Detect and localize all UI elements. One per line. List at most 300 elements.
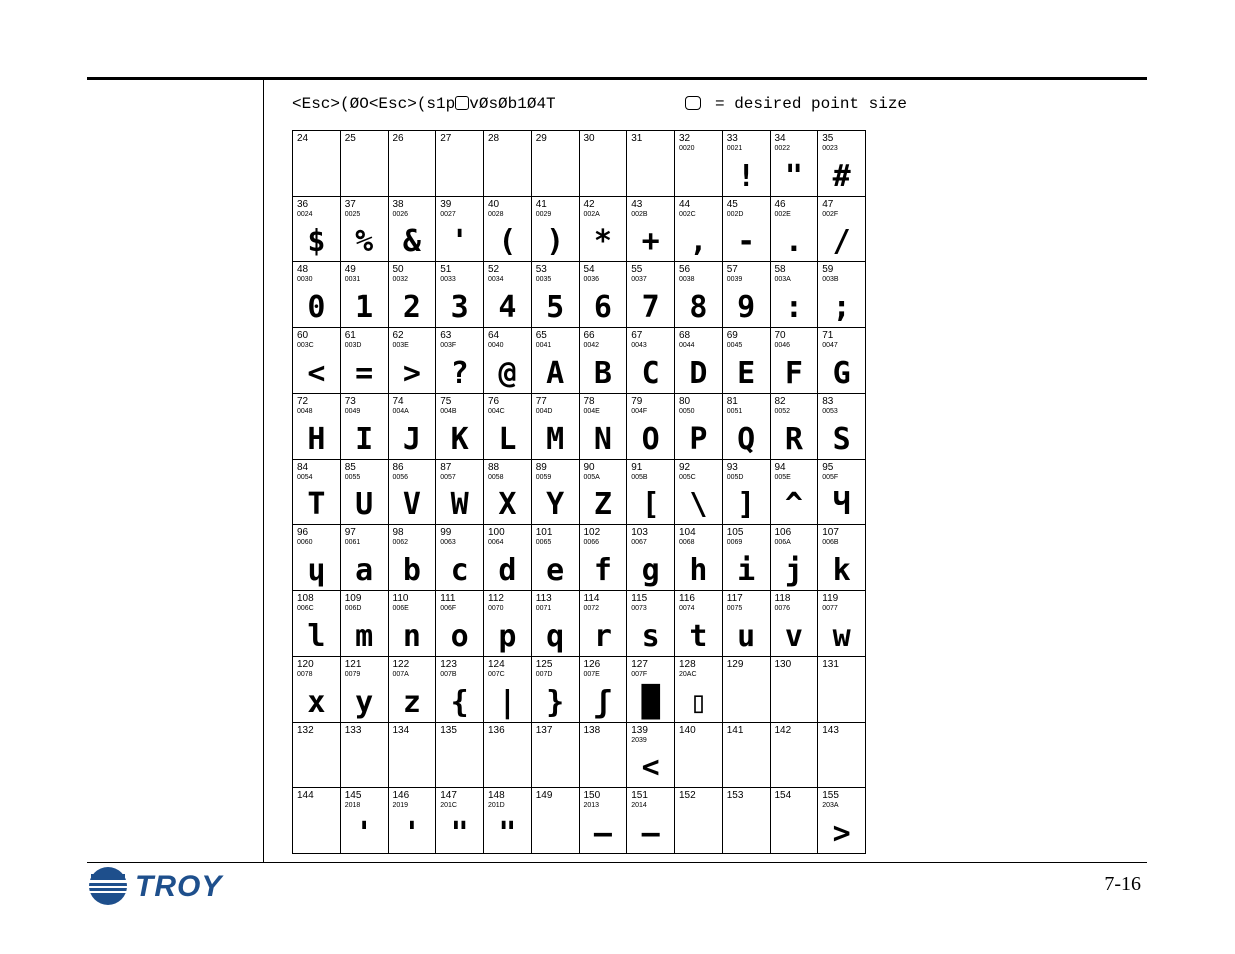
char-code-hex: 0061 bbox=[344, 539, 361, 547]
escape-sequence-suffix: vØsØb1Ø4T bbox=[469, 95, 556, 113]
char-cell bbox=[484, 525, 532, 591]
char-glyph: ' bbox=[355, 815, 374, 851]
char-code-decimal: 69 bbox=[726, 330, 738, 342]
char-cell bbox=[293, 328, 341, 394]
char-code-hex: 0036 bbox=[583, 276, 600, 284]
char-code-decimal: 27 bbox=[440, 133, 452, 144]
char-code-hex: 0067 bbox=[631, 539, 647, 547]
char-code-hex: 0072 bbox=[583, 605, 600, 613]
char-glyph: R bbox=[784, 421, 803, 457]
char-code-hex: 002B bbox=[631, 210, 648, 218]
char-code-hex: 0030 bbox=[297, 276, 313, 284]
char-code-hex: 0071 bbox=[535, 605, 552, 613]
char-cell bbox=[627, 394, 675, 460]
char-glyph: " bbox=[450, 815, 469, 851]
char-code-decimal: 133 bbox=[344, 724, 362, 736]
char-glyph: < bbox=[641, 750, 660, 786]
char-glyph: % bbox=[355, 224, 374, 260]
char-code-decimal: 73 bbox=[344, 395, 356, 407]
char-cell bbox=[293, 723, 341, 789]
char-code-decimal: 153 bbox=[726, 790, 744, 802]
char-cell bbox=[723, 394, 771, 460]
char-glyph: x bbox=[307, 684, 326, 720]
char-glyph: S bbox=[832, 421, 851, 457]
char-code-decimal: 47 bbox=[822, 198, 834, 210]
char-glyph: H bbox=[307, 421, 326, 457]
char-cell bbox=[723, 197, 771, 263]
char-cell bbox=[532, 262, 580, 328]
char-code-decimal: 130 bbox=[774, 658, 792, 670]
char-code-decimal: 85 bbox=[344, 461, 356, 473]
char-code-decimal: 135 bbox=[440, 724, 457, 736]
char-code-decimal: 120 bbox=[297, 658, 314, 670]
char-code-decimal: 44 bbox=[679, 198, 691, 210]
char-glyph: I bbox=[355, 421, 374, 457]
char-code-decimal: 99 bbox=[440, 527, 452, 539]
char-cell bbox=[532, 723, 580, 789]
char-glyph: T bbox=[307, 487, 326, 523]
char-glyph: N bbox=[593, 421, 612, 457]
char-cell bbox=[436, 197, 484, 263]
char-code-hex: 005E bbox=[774, 473, 791, 481]
char-glyph: 4 bbox=[498, 290, 517, 326]
char-code-hex: 0051 bbox=[726, 407, 743, 415]
char-code-decimal: 76 bbox=[488, 395, 500, 407]
char-cell bbox=[389, 131, 437, 197]
char-code-hex: 004F bbox=[631, 407, 648, 415]
char-code-hex: 005F bbox=[822, 473, 839, 481]
char-code-hex: 0064 bbox=[488, 539, 504, 547]
char-code-decimal: 107 bbox=[822, 527, 839, 539]
char-code-decimal: 94 bbox=[774, 461, 786, 473]
char-code-hex: 0049 bbox=[344, 407, 361, 415]
char-glyph: ɥ bbox=[307, 553, 326, 589]
char-code-hex: 0031 bbox=[344, 276, 361, 284]
char-code-decimal: 101 bbox=[535, 527, 553, 539]
char-code-decimal: 119 bbox=[822, 593, 839, 605]
char-cell bbox=[389, 262, 437, 328]
char-code-decimal: 51 bbox=[440, 264, 452, 276]
char-cell bbox=[436, 723, 484, 789]
char-code-decimal: 105 bbox=[726, 527, 744, 539]
char-cell bbox=[484, 591, 532, 657]
char-cell bbox=[627, 788, 675, 854]
char-code-hex: 0047 bbox=[822, 342, 838, 350]
char-code-decimal: 63 bbox=[440, 330, 452, 342]
char-glyph: . bbox=[784, 224, 803, 260]
char-code-decimal: 62 bbox=[392, 330, 404, 342]
char-code-decimal: 127 bbox=[631, 658, 648, 670]
char-cell bbox=[580, 328, 628, 394]
char-cell bbox=[484, 657, 532, 723]
char-code-hex: 003B bbox=[822, 276, 839, 284]
char-code-decimal: 144 bbox=[297, 790, 314, 802]
char-code-hex: 0020 bbox=[679, 145, 695, 152]
char-code-decimal: 147 bbox=[440, 790, 457, 802]
char-cell bbox=[771, 131, 819, 197]
char-cell bbox=[818, 525, 866, 591]
char-code-decimal: 124 bbox=[488, 658, 505, 670]
char-glyph: 9 bbox=[737, 290, 756, 326]
char-glyph: k bbox=[832, 553, 851, 589]
char-glyph: v bbox=[784, 618, 803, 654]
char-glyph: d bbox=[498, 553, 517, 589]
char-code-decimal: 83 bbox=[822, 395, 834, 407]
char-code-decimal: 125 bbox=[535, 658, 553, 670]
char-glyph: - bbox=[737, 224, 756, 260]
char-glyph: K bbox=[450, 421, 469, 457]
char-code-hex: 203A bbox=[822, 802, 839, 810]
escape-sequence bbox=[292, 95, 556, 113]
char-code-decimal: 37 bbox=[344, 198, 356, 210]
char-glyph: U bbox=[355, 487, 374, 523]
char-glyph: ▯ bbox=[689, 684, 708, 720]
char-glyph: # bbox=[832, 158, 851, 194]
char-code-hex: 0060 bbox=[297, 539, 313, 547]
char-cell bbox=[771, 394, 819, 460]
char-cell bbox=[818, 460, 866, 526]
char-code-decimal: 126 bbox=[583, 658, 601, 670]
char-code-hex: 003C bbox=[297, 342, 314, 350]
character-map-table bbox=[292, 130, 866, 854]
char-cell bbox=[771, 197, 819, 263]
char-glyph: { bbox=[450, 684, 469, 720]
char-code-decimal: 78 bbox=[583, 395, 595, 407]
char-code-hex: 004A bbox=[392, 407, 409, 415]
char-code-hex: 003A bbox=[774, 276, 791, 284]
char-code-hex: 0062 bbox=[392, 539, 409, 547]
char-code-hex: 0059 bbox=[535, 473, 552, 481]
char-code-decimal: 55 bbox=[631, 264, 643, 276]
char-glyph: > bbox=[402, 355, 421, 391]
char-code-decimal: 34 bbox=[774, 133, 786, 144]
char-glyph: 5 bbox=[546, 290, 565, 326]
char-cell bbox=[818, 197, 866, 263]
char-code-decimal: 42 bbox=[583, 198, 595, 210]
char-code-hex: 0073 bbox=[631, 605, 647, 613]
char-code-hex: 0045 bbox=[726, 342, 743, 350]
char-code-hex: 0046 bbox=[774, 342, 791, 350]
char-glyph: 6 bbox=[593, 290, 612, 326]
char-cell bbox=[293, 591, 341, 657]
char-glyph: g bbox=[641, 553, 660, 589]
char-code-decimal: 71 bbox=[822, 330, 834, 342]
char-code-decimal: 110 bbox=[392, 593, 409, 605]
char-code-decimal: 132 bbox=[297, 724, 314, 736]
char-code-hex: 0021 bbox=[726, 145, 743, 152]
char-cell bbox=[436, 657, 484, 723]
char-code-decimal: 68 bbox=[679, 330, 691, 342]
char-glyph: w bbox=[832, 618, 851, 654]
char-code-decimal: 142 bbox=[774, 724, 792, 736]
char-cell bbox=[771, 525, 819, 591]
char-code-decimal: 80 bbox=[679, 395, 691, 407]
char-code-decimal: 97 bbox=[344, 527, 356, 539]
char-glyph: Ч bbox=[832, 487, 851, 523]
char-code-decimal: 115 bbox=[631, 593, 648, 605]
char-code-decimal: 75 bbox=[440, 395, 452, 407]
char-cell bbox=[627, 591, 675, 657]
char-cell bbox=[818, 657, 866, 723]
char-code-decimal: 112 bbox=[488, 593, 504, 605]
char-code-decimal: 116 bbox=[679, 593, 695, 605]
char-code-decimal: 102 bbox=[583, 527, 601, 539]
char-glyph: ' bbox=[402, 815, 421, 851]
char-glyph: ^ bbox=[784, 487, 803, 523]
char-cell bbox=[723, 328, 771, 394]
char-code-hex: 2014 bbox=[631, 802, 647, 810]
char-code-decimal: 65 bbox=[535, 330, 547, 342]
char-code-decimal: 48 bbox=[297, 264, 309, 276]
char-code-hex: 005A bbox=[583, 473, 600, 481]
char-glyph: < bbox=[307, 355, 326, 391]
char-code-hex: 006C bbox=[297, 605, 314, 613]
char-glyph: = bbox=[355, 355, 374, 391]
char-code-hex: 0034 bbox=[488, 276, 504, 284]
char-code-hex: 0074 bbox=[679, 605, 695, 613]
char-code-decimal: 117 bbox=[726, 593, 743, 605]
char-glyph: Z bbox=[593, 487, 612, 523]
char-cell bbox=[723, 788, 771, 854]
char-code-decimal: 46 bbox=[774, 198, 786, 210]
char-glyph: " bbox=[498, 815, 517, 851]
legend-text: = desired point size bbox=[715, 95, 908, 113]
char-code-decimal: 39 bbox=[440, 198, 452, 210]
char-cell bbox=[341, 131, 389, 197]
char-glyph: @ bbox=[498, 355, 517, 391]
char-glyph: B bbox=[593, 355, 612, 391]
char-code-hex: 0070 bbox=[488, 605, 504, 613]
char-code-hex: 0066 bbox=[583, 539, 600, 547]
char-glyph: O bbox=[641, 421, 660, 457]
char-cell bbox=[675, 262, 723, 328]
char-code-decimal: 54 bbox=[583, 264, 595, 276]
char-glyph: Y bbox=[546, 487, 565, 523]
char-code-decimal: 60 bbox=[297, 330, 309, 342]
char-cell bbox=[389, 328, 437, 394]
char-glyph: M bbox=[546, 421, 565, 457]
char-code-decimal: 123 bbox=[440, 658, 457, 670]
char-code-hex: 0022 bbox=[774, 145, 791, 152]
char-glyph: [ bbox=[641, 487, 660, 523]
char-cell bbox=[675, 525, 723, 591]
char-code-decimal: 108 bbox=[297, 593, 314, 605]
char-code-hex: 007A bbox=[392, 670, 409, 678]
char-code-hex: 0057 bbox=[440, 473, 456, 481]
char-cell bbox=[293, 394, 341, 460]
char-cell bbox=[771, 591, 819, 657]
char-code-decimal: 96 bbox=[297, 527, 309, 539]
char-code-decimal: 40 bbox=[488, 198, 500, 210]
char-code-hex: 0052 bbox=[774, 407, 791, 415]
char-code-decimal: 70 bbox=[774, 330, 786, 342]
char-code-hex: 0075 bbox=[726, 605, 743, 613]
char-code-decimal: 50 bbox=[392, 264, 404, 276]
char-cell bbox=[675, 328, 723, 394]
char-code-decimal: 26 bbox=[392, 133, 404, 144]
char-code-decimal: 58 bbox=[774, 264, 786, 276]
char-code-hex: 0026 bbox=[392, 210, 409, 218]
left-margin-rule bbox=[263, 80, 264, 862]
char-code-decimal: 114 bbox=[583, 593, 600, 605]
char-glyph: – bbox=[593, 815, 612, 851]
char-cell bbox=[771, 328, 819, 394]
char-glyph: ; bbox=[832, 290, 851, 326]
char-cell bbox=[675, 591, 723, 657]
char-glyph: X bbox=[498, 487, 517, 523]
char-glyph: j bbox=[784, 553, 803, 589]
char-code-hex: 0058 bbox=[488, 473, 504, 481]
char-code-hex: 002F bbox=[822, 210, 839, 218]
char-cell bbox=[341, 788, 389, 854]
char-code-decimal: 137 bbox=[535, 724, 553, 736]
char-code-decimal: 59 bbox=[822, 264, 834, 276]
char-cell bbox=[341, 591, 389, 657]
char-glyph: n bbox=[402, 618, 421, 654]
char-glyph: ʃ bbox=[593, 684, 612, 720]
char-cell bbox=[723, 657, 771, 723]
char-code-decimal: 56 bbox=[679, 264, 691, 276]
char-glyph: █ bbox=[641, 684, 660, 720]
char-glyph: \ bbox=[689, 487, 708, 523]
char-cell bbox=[771, 723, 819, 789]
char-code-hex: 0056 bbox=[392, 473, 409, 481]
char-cell bbox=[484, 131, 532, 197]
char-cell bbox=[818, 723, 866, 789]
char-cell bbox=[818, 591, 866, 657]
char-glyph: Q bbox=[737, 421, 756, 457]
char-cell bbox=[341, 328, 389, 394]
char-code-decimal: 53 bbox=[535, 264, 547, 276]
char-code-decimal: 32 bbox=[679, 133, 691, 144]
char-cell bbox=[436, 591, 484, 657]
char-cell bbox=[341, 262, 389, 328]
char-code-decimal: 88 bbox=[488, 461, 500, 473]
point-size-box-icon bbox=[455, 96, 469, 110]
char-glyph: o bbox=[450, 618, 469, 654]
char-cell bbox=[389, 591, 437, 657]
char-cell bbox=[532, 131, 580, 197]
char-code-decimal: 118 bbox=[774, 593, 791, 605]
char-code-decimal: 136 bbox=[488, 724, 505, 736]
char-glyph: D bbox=[689, 355, 708, 391]
char-code-hex: 006B bbox=[822, 539, 839, 547]
char-glyph: c bbox=[450, 553, 469, 589]
char-code-hex: 0063 bbox=[440, 539, 456, 547]
char-cell bbox=[341, 657, 389, 723]
char-glyph: b bbox=[402, 553, 421, 589]
char-cell bbox=[818, 131, 866, 197]
char-code-decimal: 111 bbox=[440, 593, 456, 605]
char-code-hex: 007C bbox=[488, 670, 505, 678]
char-cell bbox=[532, 788, 580, 854]
char-cell bbox=[341, 723, 389, 789]
char-cell bbox=[389, 788, 437, 854]
char-code-hex: 0053 bbox=[822, 407, 838, 415]
char-glyph: ] bbox=[737, 487, 756, 523]
char-code-decimal: 128 bbox=[679, 658, 696, 670]
char-cell bbox=[818, 394, 866, 460]
char-code-hex: 201D bbox=[488, 802, 505, 810]
char-code-decimal: 98 bbox=[392, 527, 404, 539]
char-glyph: ) bbox=[546, 224, 565, 260]
char-cell bbox=[627, 657, 675, 723]
char-cell bbox=[580, 591, 628, 657]
char-cell bbox=[293, 197, 341, 263]
char-cell bbox=[293, 460, 341, 526]
char-glyph: 2 bbox=[402, 290, 421, 326]
char-code-decimal: 131 bbox=[822, 658, 839, 670]
char-code-decimal: 138 bbox=[583, 724, 601, 736]
char-code-decimal: 145 bbox=[344, 790, 362, 802]
char-cell bbox=[436, 525, 484, 591]
char-cell bbox=[389, 525, 437, 591]
char-cell bbox=[484, 723, 532, 789]
char-cell bbox=[723, 591, 771, 657]
char-cell bbox=[389, 197, 437, 263]
char-cell bbox=[580, 723, 628, 789]
char-cell bbox=[627, 131, 675, 197]
char-code-decimal: 155 bbox=[822, 790, 839, 802]
char-glyph: + bbox=[641, 224, 660, 260]
char-glyph: & bbox=[402, 224, 421, 260]
char-glyph: a bbox=[355, 553, 374, 589]
char-code-hex: 0033 bbox=[440, 276, 456, 284]
char-glyph: m bbox=[355, 618, 374, 654]
char-cell bbox=[818, 788, 866, 854]
char-code-decimal: 64 bbox=[488, 330, 500, 342]
char-cell bbox=[293, 525, 341, 591]
char-cell bbox=[627, 525, 675, 591]
char-code-decimal: 45 bbox=[726, 198, 738, 210]
char-glyph: ( bbox=[498, 224, 517, 260]
char-cell bbox=[436, 394, 484, 460]
char-cell bbox=[532, 328, 580, 394]
char-code-decimal: 87 bbox=[440, 461, 452, 473]
char-cell bbox=[675, 460, 723, 526]
char-code-hex: 0048 bbox=[297, 407, 313, 415]
char-cell bbox=[627, 460, 675, 526]
char-cell bbox=[389, 460, 437, 526]
char-code-hex: 002A bbox=[583, 210, 600, 218]
char-cell bbox=[771, 262, 819, 328]
char-code-decimal: 154 bbox=[774, 790, 792, 802]
char-code-decimal: 77 bbox=[535, 395, 547, 407]
char-code-hex: 007F bbox=[631, 670, 648, 678]
char-code-hex: 005B bbox=[631, 473, 648, 481]
char-code-hex: 004C bbox=[488, 407, 505, 415]
char-code-hex: 0043 bbox=[631, 342, 647, 350]
char-code-hex: 003F bbox=[440, 342, 457, 350]
char-cell bbox=[580, 394, 628, 460]
char-glyph: u bbox=[737, 618, 756, 654]
char-code-decimal: 35 bbox=[822, 133, 834, 144]
char-glyph: } bbox=[546, 684, 565, 720]
char-cell bbox=[580, 460, 628, 526]
char-cell bbox=[675, 131, 723, 197]
char-code-decimal: 150 bbox=[583, 790, 601, 802]
char-cell bbox=[293, 131, 341, 197]
char-cell bbox=[484, 394, 532, 460]
char-glyph: G bbox=[832, 355, 851, 391]
char-code-hex: 0068 bbox=[679, 539, 695, 547]
char-code-decimal: 89 bbox=[535, 461, 547, 473]
char-cell bbox=[436, 328, 484, 394]
char-glyph: p bbox=[498, 618, 517, 654]
char-glyph: > bbox=[832, 815, 851, 851]
char-code-decimal: 36 bbox=[297, 198, 309, 210]
char-code-hex: 002D bbox=[726, 210, 744, 218]
